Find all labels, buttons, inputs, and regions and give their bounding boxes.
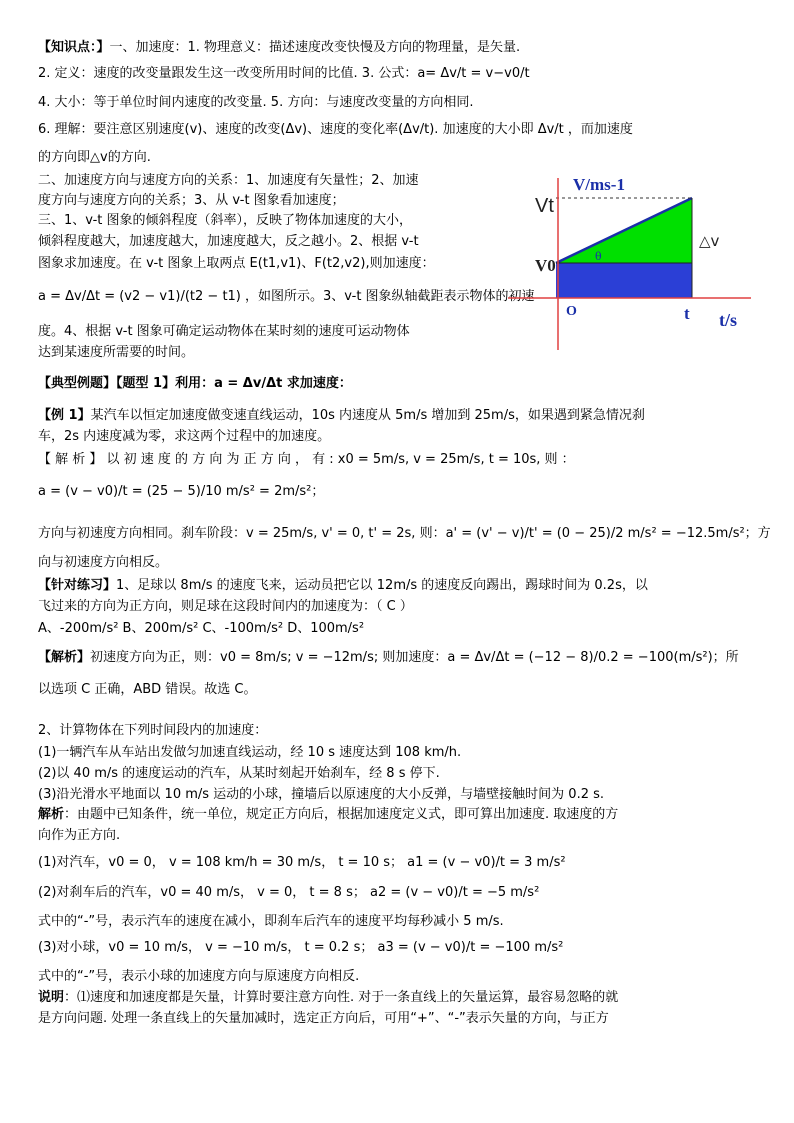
problem2-line-3: (2)以 40 m/s 的速度运动的汽车，从某时刻起开始刹车，经 8 s 停下. [38,766,440,781]
relation-line-4: 倾斜程度越大，加速度越大，加速度越大，反之越小。2、根据 v-t [38,234,419,249]
problem2-line-5 [38,805,618,825]
t-label: t [684,304,690,323]
knowledge-line-3: 4. 大小：等于单位时间内速度的改变量. 5. 方向：与速度改变量的方向相同. [38,95,474,110]
knowledge-line-1 [38,38,520,58]
vt-label: Vt [535,195,554,217]
example-question-2: 车，2s 内速度减为零，求这两个过程中的加速度。 [38,429,331,444]
practice-answer-text: 初速度方向为正，则：v0 = 8m/s; v = −12m/s; 则加速度：a = Δv/Δt = (−12 − 8)/0.2 = −100(m/s²)；所 [90,650,739,665]
v0-area [556,263,692,298]
problem2-line-10: (3)对小球，v0 = 10 m/s， v = −10 m/s， t = 0.2 s； a3 = (v − v0)/t = −100 m/s² [38,940,564,955]
y-axis-label: V/ms-1 [573,175,625,194]
note-text: ：⑴速度和加速度都是矢量，计算时要注意方向性. 对于一条直线上的矢量运算，最容易忽略的就 [64,990,619,1005]
relation-line-3: 三、1、v-t 图象的倾斜程度（斜率），反映了物体加速度的大小， [38,213,413,228]
problem2-line-9: 式中的“-”号，表示汽车的速度在减小，即刹车后汽车的速度平均每秒减小 5 m/s. [38,914,504,929]
problem2-line-2: (1)一辆汽车从车站出发做匀加速直线运动，经 10 s 速度达到 108 km/h. [38,745,462,760]
knowledge-line-4: 6. 理解：要注意区别速度(v)、速度的改变(Δv)、速度的变化率(Δv/t). 加速度的大小即 Δv/t ，而加速度 [38,122,633,137]
example-answer-4: 向与初速度方向相反。 [38,555,169,570]
example-question-text: 某汽车以恒定加速度做变速直线运动，10s 内速度从 5m/s 增加到 25m/s，如果遇到紧急情况刹 [90,408,645,423]
knowledge-line-5: 的方向即△v的方向. [38,150,151,165]
x-axis-label: t/s [719,310,737,330]
knowledge-line-2: 2. 定义：速度的改变量跟发生这一改变所用时间的比值. 3. 公式：a= Δv/t = v−v0/t [38,66,530,81]
knowledge-heading: 【知识点：】 [38,40,110,55]
practice-line-2: 飞过来的方向为正方向，则足球在这段时间内的加速度为：（ C ） [38,599,413,614]
problem2-line-11: 式中的“-”号，表示小球的加速度方向与原速度方向相反. [38,969,360,984]
practice-line-1 [38,576,648,596]
example-answer-2: a = (v − v0)/t = (25 − 5)/10 m/s² = 2m/s²； [38,484,325,499]
practice-question-text: 1、足球以 8m/s 的速度飞来，运动员把它以 12m/s 的速度反向踢出，踢球时间为 0.2s，以 [116,578,648,593]
relation-line-2: 度方向与速度方向的关系；3、从 v-t 图象看加速度； [38,193,345,208]
knowledge-line-1-text: 一、加速度：1. 物理意义：描述速度改变快慢及方向的物理量，是矢量. [109,40,521,55]
problem2-line-1: 2、计算物体在下列时间段内的加速度： [38,723,268,738]
problem2-line-13: 是方向问题. 处理一条直线上的矢量加减时，选定正方向后，可用“+”、“-”表示矢量的方向，与正方 [38,1011,609,1026]
relation-line-8: 达到某速度所需要的时间。 [38,345,195,360]
delta-v-label: △v [699,232,720,250]
problem2-line-8: (2)对刹车后的汽车，v0 = 40 m/s， v = 0， t = 8 s； a2 = (v − v0)/t = −5 m/s² [38,885,540,900]
analysis-label: 解析 [38,807,65,822]
origin-label: O [566,304,577,319]
example-answer-1: 【 解 析 】 以 初 速 度 的 方 向 为 正 方 向 ， 有 : x0 = 5m/s, v = 25m/s, t = 10s, 则 ： [38,452,575,467]
practice-options: A、-200m/s² B、200m/s² C、-100m/s² D、100m/s² [38,621,365,636]
problem2-line-12 [38,988,618,1008]
note-label: 说明 [38,990,65,1005]
example-answer-3: 方向与初速度方向相同。刹车阶段：v = 25m/s, v' = 0, t' = 2s, 则：a' = (v' − v)/t' = (0 − 25)/2 m/s² = −12.5m/s²；方 [38,526,771,541]
relation-line-5: 图象求加速度。在 v-t 图象上取两点 E(t1,v1)、F(t2,v2),则加速度： [38,256,435,271]
problem2-line-6: 向作为正方向. [38,828,121,843]
example-title: 【典型例题】【题型 1】利用：a = Δv/Δt 求加速度： [38,376,352,391]
practice-label: 【针对练习】 [38,578,117,593]
analysis-text: ：由题中已知条件，统一单位，规定正方向后，根据加速度定义式，即可算出加速度. 取速度的方 [64,807,619,822]
example-label: 【例 1】 [38,408,91,423]
practice-answer-1 [38,648,739,668]
relation-line-6: a = Δv/Δt = (v2 − v1)/(t2 − t1) ，如图所示。3、v-t 图象纵轴截距表示物体的初速 [38,289,535,304]
vt-graph [505,170,755,355]
theta-label: θ [595,250,602,263]
example-question-1 [38,406,645,426]
practice-answer-label: 【解析】 [38,650,91,665]
problem2-line-4: (3)沿光滑水平地面以 10 m/s 运动的小球，撞墙后以原速度的大小反弹，与墙壁接触时间为 0.2 s. [38,787,605,802]
v0-label: V0 [535,256,556,275]
practice-answer-2: 以选项 C 正确，ABD 错误。故选 C。 [38,682,257,697]
problem2-line-7: (1)对汽车，v0 = 0， v = 108 km/h = 30 m/s， t = 10 s； a1 = (v − v0)/t = 3 m/s² [38,855,566,870]
relation-line-1: 二、加速度方向与速度方向的关系：1、加速度有矢量性；2、加速 [38,173,419,188]
relation-line-7: 度。4、根据 v-t 图象可确定运动物体在某时刻的速度可运动物体 [38,324,410,339]
